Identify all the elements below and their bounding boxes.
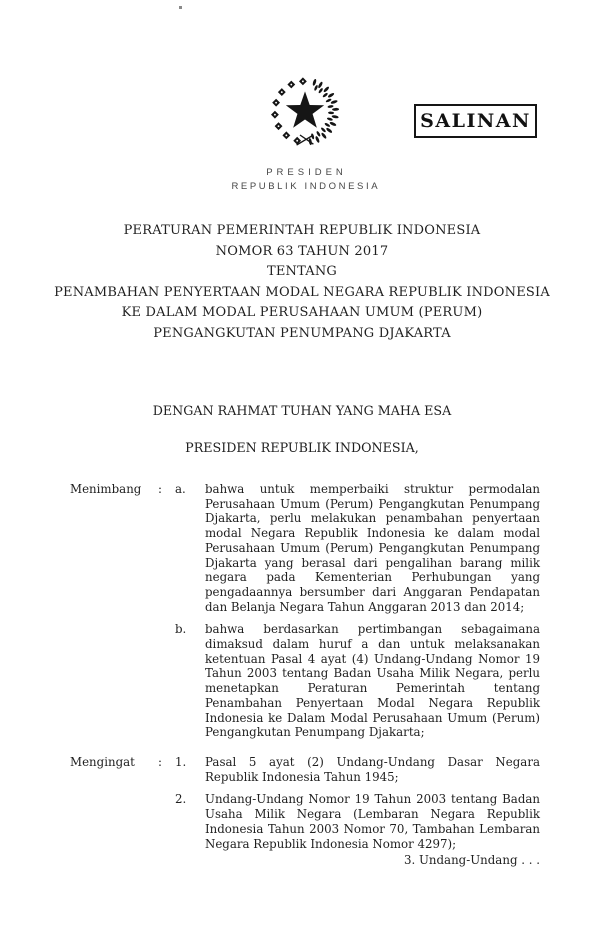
menimbang-label: Menimbang [70, 482, 142, 496]
menimbang-item-b-marker: b. [175, 622, 187, 637]
title-line-subject-3: PENGANGKUTAN PENUMPANG DJAKARTA [153, 325, 451, 341]
invocation-line: DENGAN RAHMAT TUHAN YANG MAHA ESA [152, 403, 452, 418]
title-line-number: NOMOR 63 TAHUN 2017 [215, 243, 389, 259]
letterhead-presiden-text: PRESIDEN [266, 167, 347, 178]
mengingat-item-1-text: Pasal 5 ayat (2) Undang-Undang Dasar Negara Republik Indonesia Tahun 1945; [205, 755, 540, 784]
menimbang-item-a-text: bahwa untuk memperbaiki struktur permodalan Perusahaan Umum (Perum) Pengangkutan Penumpang Djakarta, perlu melakukan penambahan penyertaan modal Negara Republik Indonesia ke dalam modal Perusahaan Umum (Perum) Pengangkutan Penumpang Djakarta yang berasal dari pengalihan barang milik negara pada Kementerian Perhubungan yang pengadaannya bersumber dari Anggaran Pendapatan dan Belanja Negara Tahun Anggaran 2013 dan 2014; [205, 482, 540, 614]
letterhead-republik-indonesia-text: REPUBLIK INDONESIA [231, 181, 381, 192]
menimbang-item-a-marker: a. [175, 482, 186, 496]
title-line-subject-2: KE DALAM MODAL PERUSAHAAN UMUM (PERUM) [121, 305, 483, 321]
title-line-subject-1: PENAMBAHAN PENYERTAAN MODAL NEGARA REPUBLIK INDONESIA [54, 284, 550, 300]
mengingat-section [70, 755, 540, 851]
mengingat-item-2-marker: 2. [175, 792, 187, 807]
mengingat-separator: : [158, 755, 162, 769]
menimbang-section [70, 482, 540, 740]
mengingat-label: Mengingat [70, 755, 135, 769]
salinan-stamp-label: SALINAN [420, 110, 531, 132]
scan-artifact-dot [179, 6, 182, 9]
regulation-title-block [0, 221, 604, 345]
menimbang-item-b-text: bahwa berdasarkan pertimbangan sebagaimana dimaksud dalam huruf a dan untuk melaksanakan ketentuan Pasal 4 ayat (4) Undang-Undang Nomor 19 Tahun 2003 tentang Badan Usaha Milik Negara, perlu menetapkan Peraturan Pemerintah tentang Penambahan Penyertaan Modal Negara Republik Indonesia ke Dalam Modal Perusahaan Umum (Perum) Pengangkutan Penumpang Djakarta; [205, 622, 540, 740]
menimbang-separator: : [158, 482, 162, 496]
page-catchword: 3. Undang-Undang . . . [403, 853, 540, 867]
title-line-regulation: PERATURAN PEMERINTAH REPUBLIK INDONESIA [123, 223, 481, 238]
presidential-emblem-icon [263, 76, 347, 152]
salinan-stamp-box [414, 104, 537, 138]
mengingat-item-2-text: Undang-Undang Nomor 19 Tahun 2003 tentang Badan Usaha Milik Negara (Lembaran Negara Republik Indonesia Tahun 2003 Nomor 70, Tambahan Lembaran Negara Republik Indonesia Nomor 4297); [205, 792, 540, 851]
mengingat-item-1-marker: 1. [175, 755, 187, 769]
title-line-tentang: TENTANG [266, 264, 338, 280]
authority-line: PRESIDEN REPUBLIK INDONESIA, [185, 440, 419, 455]
